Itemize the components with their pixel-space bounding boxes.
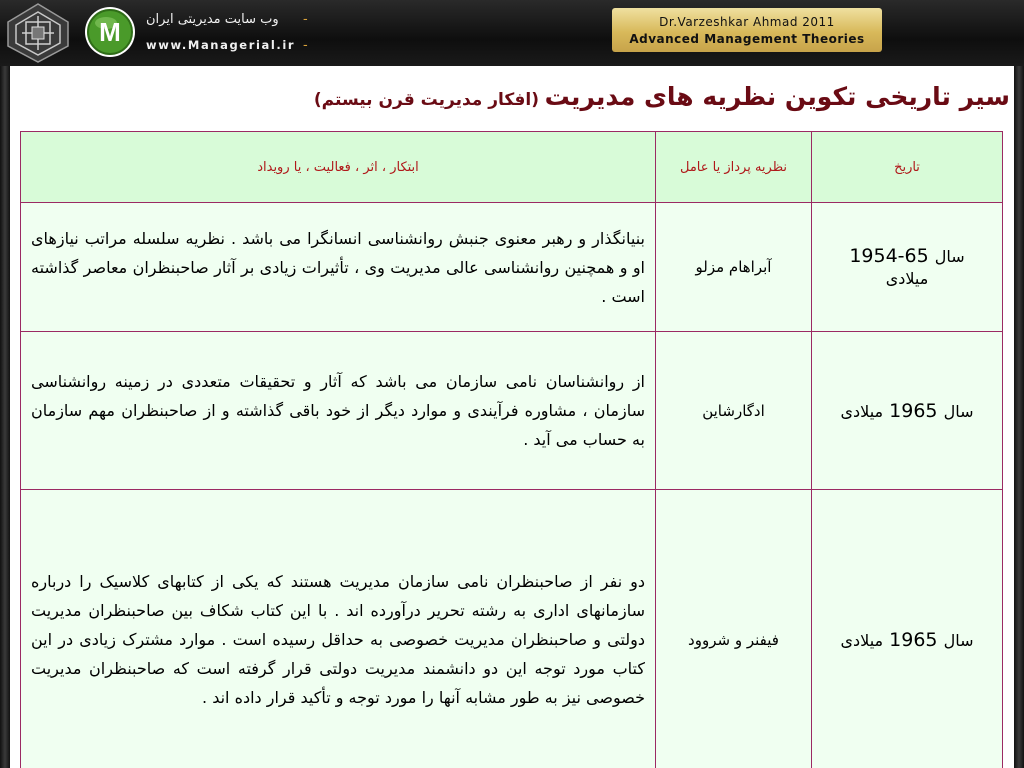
date-number: 1965	[889, 628, 938, 651]
header-dash: -	[303, 12, 308, 27]
table-row	[21, 332, 1003, 490]
date-suffix: میلادی	[840, 401, 884, 421]
table-row	[21, 203, 1003, 332]
right-frame	[1014, 66, 1024, 768]
history-table	[20, 131, 1003, 768]
slide-title-main: سیر تاریخی تکوین نظریه های مدیریت	[544, 82, 1010, 111]
theorist-cell: ادگارشاین	[656, 332, 812, 490]
theorist-cell: آبراهام مزلو	[656, 203, 812, 332]
logo-letter: M	[99, 17, 121, 47]
description-cell: بنیانگذار و رهبر معنوی جنبش روانشناسی انسانگرا می باشد . نظریه سلسله مراتب نیازهای او و همچنین روانشناسی عالی مدیریت وی ، تأثیرات زیادی بر آثار صاحبنظران معاصر گذاشته است .	[21, 203, 656, 332]
site-name: وب سایت مدیریتی ایران	[146, 12, 279, 27]
column-header-theorist: نظریه پرداز یا عامل	[656, 132, 812, 203]
date-number: 1965	[889, 399, 938, 422]
date-cell	[812, 490, 1003, 768]
date-prefix: سال	[934, 247, 965, 266]
date-suffix: میلادی	[885, 269, 929, 288]
column-header-date: تاریخ	[812, 132, 1003, 203]
slide-title-sub: (افکار مدیریت قرن بیستم)	[313, 90, 540, 110]
header-banner	[0, 0, 1024, 66]
description-cell: دو نفر از صاحبنظران نامی سازمان مدیریت هستند که یکی از کتابهای کلاسیک را درباره سازمانهای اداری به رشته تحریر درآورده اند . با این کتاب شکاف بین صاحبنظران مدیریت دولتی و صاحبنظران مدیریت خصوصی به حداقل رسیده است . موارد مشترک زیادی در این کتاب مورد توجه این دو دانشمند مدیریت دولتی قرار گرفته است که صاحبنظران مدیریت خصوصی نیز به طور مشابه آنها را مورد توجه و تأکید قرار داده اند .	[21, 490, 656, 768]
date-cell	[812, 203, 1003, 332]
managerial-logo-icon	[84, 6, 136, 58]
left-frame	[0, 66, 10, 768]
description-cell: از روانشناسان نامی سازمان می باشد که آثار و تحقیقات متعددی در زمینه روانشناسی سازمان ، مشاوره فرآیندی و موارد دیگر از خود باقی گذاشته و از صاحبنظران مهم سازمان به حساب می آید .	[21, 332, 656, 490]
date-prefix: سال	[943, 401, 974, 421]
column-header-description: ابتکار ، اثر ، فعالیت ، یا رویداد	[21, 132, 656, 203]
table-row	[21, 490, 1003, 768]
site-url[interactable]: www.Managerial.ir	[146, 38, 296, 52]
header-dash: -	[303, 38, 308, 53]
table-header-row	[21, 132, 1003, 203]
iran-emblem-icon	[4, 2, 72, 64]
date-prefix: سال	[943, 630, 974, 650]
slide-title	[314, 82, 1010, 111]
author-box	[612, 8, 882, 52]
course-title: Advanced Management Theories	[629, 32, 865, 46]
date-suffix: میلادی	[840, 630, 884, 650]
date-cell	[812, 332, 1003, 490]
author-name: Dr.Varzeshkar Ahmad 2011	[659, 15, 835, 29]
theorist-cell: فیفنر و شروود	[656, 490, 812, 768]
date-number: 1954-65	[849, 245, 929, 267]
